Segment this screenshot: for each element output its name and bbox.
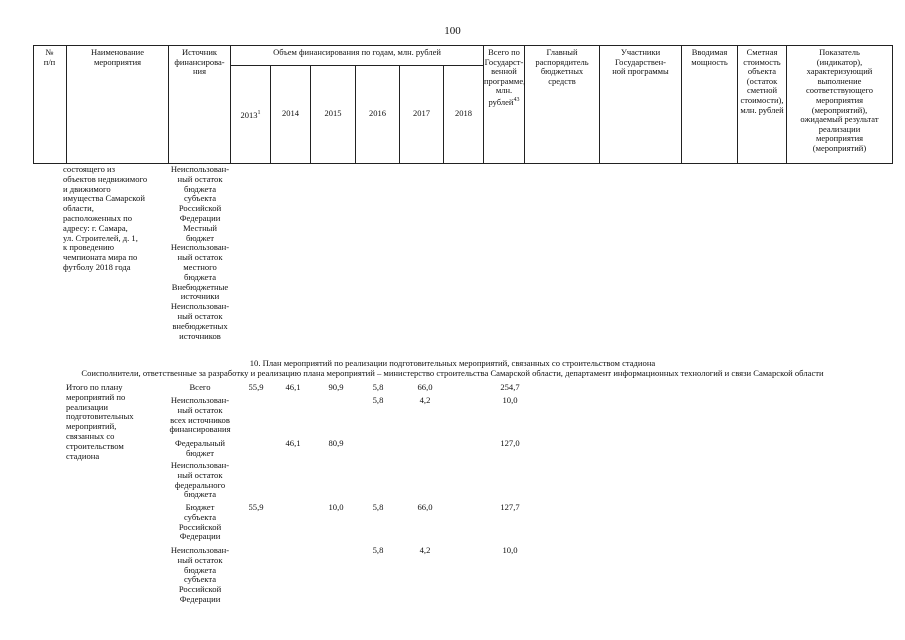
row-source: Неиспользован- ный остаток федерального бюджета — [170, 460, 230, 500]
header-capacity: Вводимая мощность — [691, 47, 728, 67]
header-indicator: Показатель (индикатор), характеризующий выполнение соответствующего мероприятия (мероприятий), ожидаемый результат реализации мероприятия (мероприятий) — [800, 47, 879, 153]
header-year-2015: 2015 — [324, 108, 342, 118]
value-2017: 4,2 — [419, 395, 431, 405]
section-subtitle: Соисполнители, ответственные за разработку и реализацию плана мероприятий – министерство строительства Самарской области, департамент информационных технологий и связи Самарской области — [81, 368, 824, 378]
table-header — [33, 45, 893, 164]
row-source: Федеральный бюджет — [174, 438, 226, 458]
value-total: 10,0 — [502, 395, 518, 405]
continued-sources: Неиспользован- ный остаток бюджета субъекта Российской Федерации Местный бюджет Неиспользован- ный остаток местного бюджета Внебюджетные источники Неиспользован- ный остаток внебюджетных источников — [170, 164, 230, 341]
header-financing: Объем финансирования по годам, млн. рублей — [273, 47, 441, 57]
value-2015: 10,0 — [328, 502, 344, 512]
value-2014: 46,1 — [285, 382, 301, 392]
value-2014: 46,1 — [285, 438, 301, 448]
header-year-2018: 2018 — [455, 108, 472, 118]
header-estimated-cost: Сметная стоимость объекта (остаток сметной стоимости), млн. рублей — [740, 47, 784, 115]
value-2017: 66,0 — [417, 502, 433, 512]
row-source: Всего — [189, 382, 211, 392]
header-source: Источник финансирова- ния — [174, 47, 225, 77]
row-source: Неиспользован- ный остаток всех источников финансирования — [169, 395, 231, 435]
value-total: 254,7 — [500, 382, 520, 392]
value-2013: 55,9 — [248, 382, 264, 392]
value-2016: 5,8 — [372, 545, 384, 555]
header-year-2016: 2016 — [369, 108, 386, 118]
row-source: Неиспользован- ный остаток бюджета субъекта Российской Федерации — [170, 545, 230, 604]
value-2017: 4,2 — [419, 545, 431, 555]
header-participants: Участники Государствен- ной программы — [612, 47, 669, 77]
value-total: 127,7 — [500, 502, 520, 512]
header-year-2013: 2013$^1$ — [240, 109, 261, 120]
value-2015: 90,9 — [328, 382, 344, 392]
value-total: 10,0 — [502, 545, 518, 555]
header-total: Всего по Государст- венной программе, млн. рублей$^{43}$ — [484, 47, 526, 107]
header-name: Наименование мероприятия — [91, 47, 144, 67]
section-title: 10. План мероприятий по реализации подготовительных мероприятий, связанных со строительством стадиона — [249, 358, 656, 368]
value-2016: 5,8 — [372, 502, 384, 512]
value-2013: 55,9 — [248, 502, 264, 512]
header-number: № п/п — [43, 47, 56, 67]
row-source: Бюджет субъекта Российской Федерации — [178, 502, 222, 542]
continued-measure-name: состоящего из объектов недвижимого и движимого имущества Самарской области, расположенных по адресу: г. Самара, ул. Строителей, д. 1, к проведению чемпионата мира по футболу 2018 года — [63, 164, 148, 272]
total-measure-name: Итого по плану мероприятий по реализации подготовительных мероприятий, связанных со строительством стадиона — [66, 382, 134, 461]
value-2017: 66,0 — [417, 382, 433, 392]
header-year-2014: 2014 — [282, 108, 299, 118]
value-2016: 5,8 — [372, 382, 384, 392]
page-number: 100 — [444, 25, 461, 37]
value-2015: 80,9 — [328, 438, 344, 448]
header-budget-manager: Главный распорядитель бюджетных средств — [535, 47, 589, 86]
header-year-2017: 2017 — [413, 108, 430, 118]
value-total: 127,0 — [500, 438, 520, 448]
value-2016: 5,8 — [372, 395, 384, 405]
